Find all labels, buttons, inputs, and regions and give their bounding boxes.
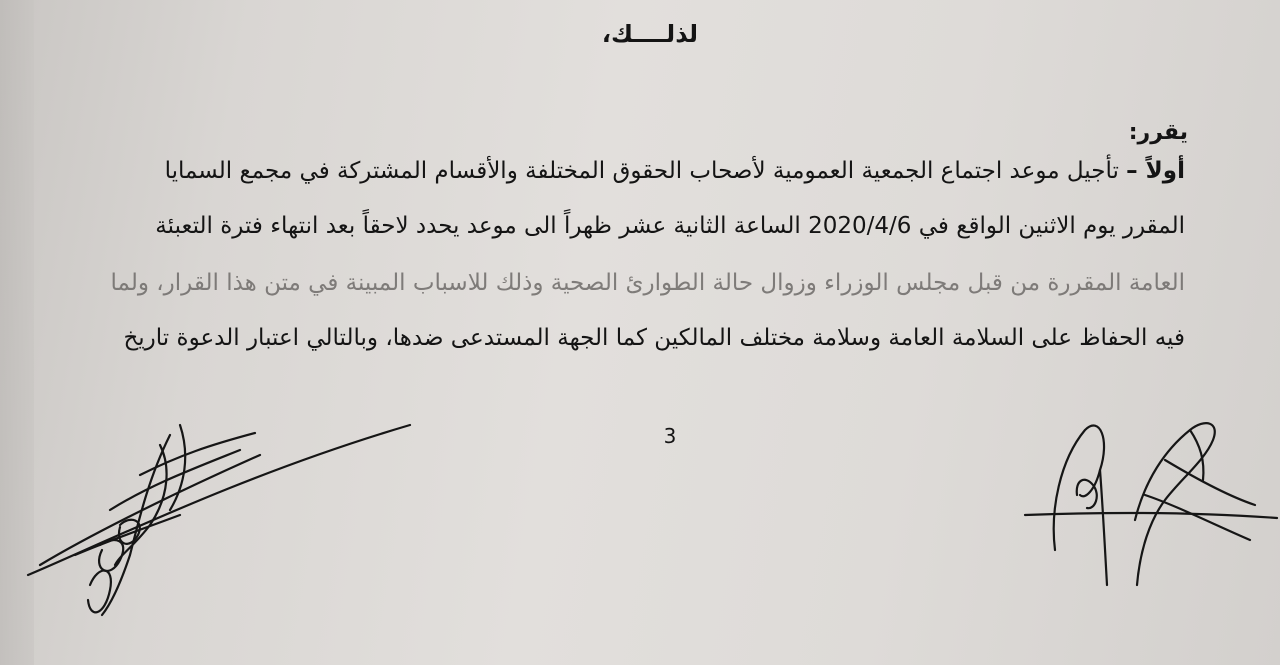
paragraph-line-1	[125, 158, 1185, 184]
paragraph-line-4: فيه الحفاظ على السلامة العامة وسلامة مختلف المالكين كما الجهة المستدعى ضدها، وبالتالي اعتبار الدعوة تاريخ	[123, 325, 1185, 351]
paragraph-lead: أولاً –	[1126, 158, 1185, 184]
signature-right	[1015, 400, 1280, 600]
page-number: 3	[663, 424, 677, 448]
signature-left	[20, 415, 420, 625]
paragraph-line-3: العامة المقررة من قبل مجلس الوزراء وزوال حالة الطوارئ الصحية وذلك للاسباب المبينة في متن هذا القرار، ولما	[110, 270, 1185, 296]
decides-label: يقرر:	[1128, 120, 1188, 145]
paragraph-line-1-text: تأجيل موعد اجتماع الجمعية العمومية لأصحاب الحقوق المختلفة والأقسام المشتركة في مجمع السمايا	[164, 158, 1119, 184]
document-heading: لذلــــك،	[601, 20, 699, 48]
paragraph-line-2: المقرر يوم الاثنين الواقع في 2020/4/6 الساعة الثانية عشر ظهراً الى موعد يحدد لاحقاً بعد انتهاء فترة التعبئة	[155, 213, 1185, 239]
